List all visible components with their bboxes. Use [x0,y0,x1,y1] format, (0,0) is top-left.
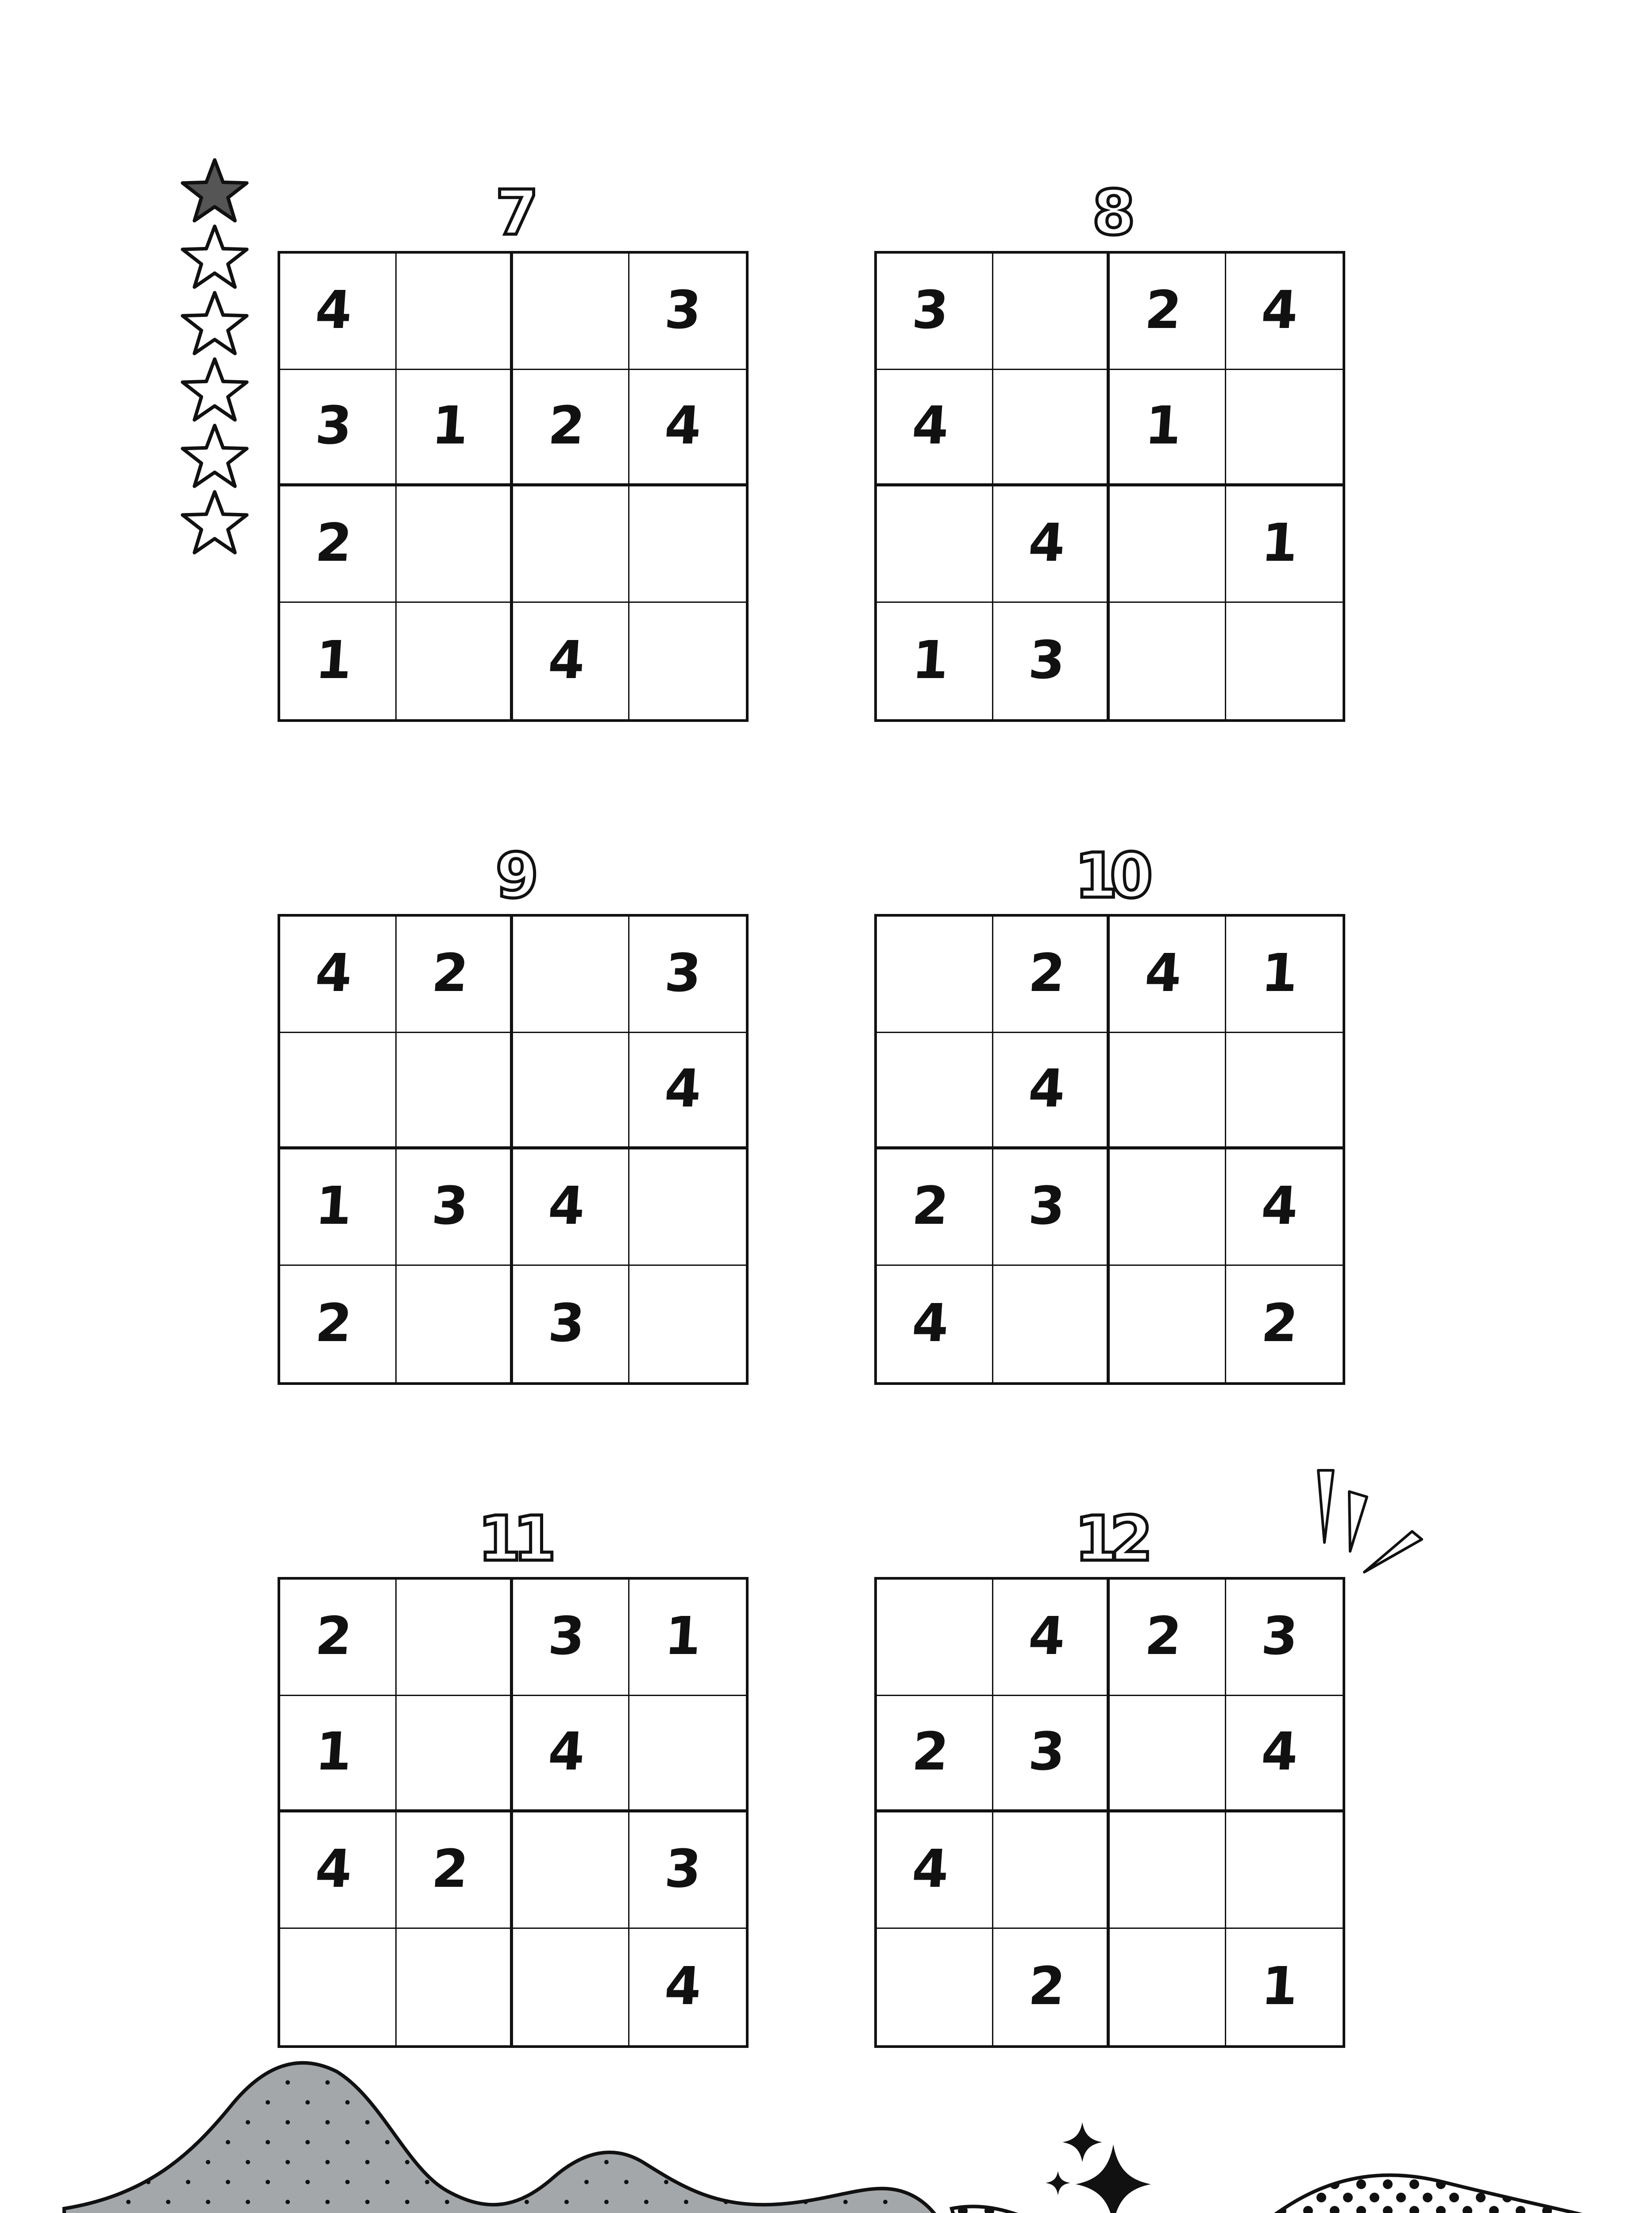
cell-digit: 4 [663,1955,703,2016]
hills-icon [64,2063,965,2213]
cell-digit: 4 [1027,1605,1067,1667]
cell-digit: 2 [1027,1955,1067,2016]
puzzle-number: 10 [1074,840,1145,912]
puzzle-number: 11 [478,1503,548,1575]
cell-digit: 2 [1027,942,1067,1004]
cell-digit: 3 [430,1175,471,1237]
cell-digit: 3 [1027,1721,1067,1782]
cell-digit: 1 [1143,395,1184,456]
cell-digit: 3 [910,279,951,341]
cell-digit: 1 [1259,942,1300,1004]
cell-digit: 4 [663,1058,703,1119]
puzzle-number: 8 [1092,177,1127,249]
cell-digit: 3 [313,395,354,456]
cell-digit: 2 [546,395,587,456]
cell-digit: 2 [313,1605,354,1667]
cell-digit: 2 [910,1175,951,1237]
puzzle-number: 7 [495,177,531,249]
cell-digit: 4 [1143,942,1184,1004]
cell-digit: 3 [546,1292,587,1353]
cell-digit: 1 [1259,512,1300,574]
cell-digit: 1 [313,1175,354,1237]
cell-digit: 4 [1027,512,1067,574]
cell-digit: 4 [910,1838,951,1900]
cell-digit: 3 [546,1605,587,1667]
cell-digit: 4 [910,395,951,456]
cell-digit: 3 [1027,1175,1067,1237]
cell-digit: 3 [663,942,703,1004]
cell-digit: 4 [663,395,703,456]
cell-digit: 1 [663,1605,703,1667]
puzzle-number: 12 [1074,1503,1145,1575]
cell-digit: 4 [1259,1175,1300,1237]
cell-digit: 2 [313,512,354,574]
cell-digit: 2 [430,1838,471,1900]
cell-digit: 4 [313,1838,354,1900]
cell-digit: 4 [546,1721,587,1782]
cell-digit: 4 [313,942,354,1004]
cell-digit: 4 [546,629,587,690]
cell-digit: 2 [313,1292,354,1353]
cell-digit: 3 [1259,1605,1300,1667]
cell-digit: 1 [313,629,354,690]
cell-digit: 4 [1027,1058,1067,1119]
cell-digit: 3 [663,279,703,341]
cell-digit: 3 [1027,629,1067,690]
cell-digit: 2 [1143,1605,1184,1667]
cell-digit: 1 [430,395,471,456]
cell-digit: 1 [910,629,951,690]
cell-digit: 4 [1259,279,1300,341]
cell-digit: 1 [1259,1955,1300,2016]
cell-digit: 2 [1143,279,1184,341]
dotted-wave-icon [952,2175,1594,2213]
cell-digit: 4 [910,1292,951,1353]
sparkle-icon [1046,2122,1151,2213]
cell-digit: 3 [663,1838,703,1900]
cell-digit: 2 [910,1721,951,1782]
cell-digit: 4 [1259,1721,1300,1782]
burst-lines-icon [1318,1470,1422,1572]
puzzle-number: 9 [495,840,531,912]
cell-digit: 1 [313,1721,354,1782]
cell-digit: 2 [1259,1292,1300,1353]
cell-digit: 4 [546,1175,587,1237]
cell-digit: 4 [313,279,354,341]
cell-digit: 2 [430,942,471,1004]
